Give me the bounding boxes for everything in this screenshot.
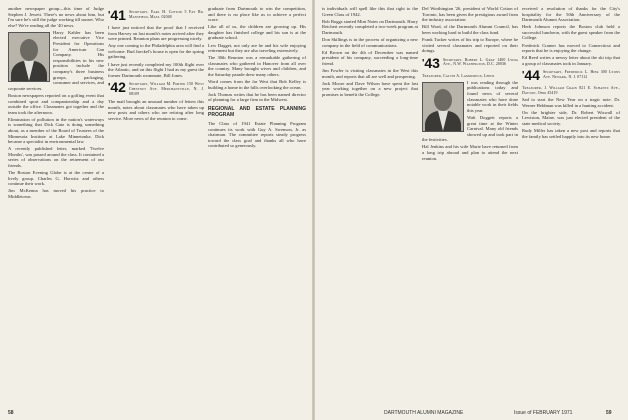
right-column-3 xyxy=(522,6,620,406)
paragraph: Walt Doggett reports a great time at the Winter Carnival. Many old friends showed up and took part in the festivities. xyxy=(422,114,518,143)
paragraph: I have just recently completed my 100th flight over the Atlantic, and on this flight I had as my guest the former Dartmouth roommate, Bill Jones. xyxy=(108,61,204,78)
paragraph: Sad to start the New Year on a tragic note. Dr. Werner Heldman was killed in a hunting accident. xyxy=(522,97,620,108)
paragraph: received a resolution of thanks for the City's hospitality for the 50th Anniversary of the Dartmouth Alumni Association. xyxy=(522,6,620,23)
portrait-photo xyxy=(422,82,464,132)
class-header-41: '41 Secretary, Earl H. Cotton 5 Fay Rd. Mansfield, Mass. 02048 xyxy=(108,7,204,23)
paragraph: The mail brought an unusual number of letters this month, notes about classmates who have taken up new posts and others who are retiring after long service. More news of the reunion to come. xyxy=(108,99,204,121)
paragraph: Any one coming to the Philadelphia area will find a welcome. Bud Jaeckel's house is open for the spring gathering. xyxy=(108,43,204,60)
paragraph: Herb Johnson reports the Boston club held a successful luncheon, with the guest speaker from the College. xyxy=(522,24,620,41)
paragraph: graduate from Dartmouth to win the competition, and there is no place like us to achieve a perfect score. xyxy=(208,6,306,23)
paragraph: Ed Reed writes a newsy letter about the ski trip that a group of classmates took in January. xyxy=(522,55,620,66)
paragraph: Like all of us, the children are growing up. His daughter has finished college and his son is at the graduate school. xyxy=(208,24,306,41)
section-banner: REGIONAL AND ESTATE PLANNING PROGRAM xyxy=(208,106,306,118)
portrait-photo xyxy=(8,32,50,82)
paragraph: I was reading through the publications today and found news of several classmates who have done notable work in their fields this year. xyxy=(467,79,518,113)
paragraph: The Boston Evening Globe is at the center of a lively group. Charles G. Horwitz and others continue their work. xyxy=(8,170,104,187)
right-column-2 xyxy=(422,6,518,406)
class-header-43: '43 Secretary, Robert L. Gray 1400 Lydia Ave., N.W. Washington, D.C. 20036 xyxy=(422,54,518,71)
magazine-name: DARTMOUTH ALUMNI MAGAZINE xyxy=(384,410,464,416)
right-page xyxy=(314,0,628,420)
paragraph: Frank Tucker writes of his trip to Europe, where he visited several classmates and reported on their doings. xyxy=(422,36,518,54)
paragraph: Del Worthington '26, president of World Cotton of Toronto, has been given the prestigious award from the industry association. xyxy=(422,6,518,23)
paragraph: Jim McKenna has moved his practice to Middletown. xyxy=(8,188,104,199)
left-column-2 xyxy=(108,6,204,406)
paragraph: Word comes from the far West that Bob Kelley is building a home in the hills overlooking the ocean. xyxy=(208,79,306,90)
paragraph: Jack Thomas writes that he has been named director of planning for a large firm in the Midwest. xyxy=(208,91,306,103)
paragraph: Lew Dagget, not only are he and his wife enjoying retirement but they are also traveling extensively. xyxy=(208,42,306,54)
right-column-1 xyxy=(322,6,418,406)
class-secretary: Secretary, Robert L. Gray 1400 Lydia Ave., N.W. Washington, D.C. 20036 xyxy=(442,57,518,67)
class-header-42: '42 Secretary, William M. Porter 150 West Chestnut Ave. Merchantville, N. J. 08109 xyxy=(108,79,204,96)
page-number-right: 59 xyxy=(606,410,612,416)
paragraph: A recently published letter, marked 'Twelve Months', was passed around the class. It contained a series of observations on the retirement of our friends. xyxy=(8,146,104,169)
paragraph: Jack Moore and Dave Wilson have spent the last year working together on a new project that promises to benefit the College. xyxy=(322,80,418,97)
paragraph: On the brighter side, Dr. Robert Wiswall of Lewiston, Maine, was just elected president of the state medical society. xyxy=(522,109,620,126)
paragraph: Don Skillings is in the process of organizing a new company in the field of communications. xyxy=(322,36,418,48)
paragraph: Bill Ward, of the Dartmouth Alumni Council, has been working hard to build the class fund. xyxy=(422,24,518,35)
paragraph: Harry Kahler has been elected executive Vice President for Operations for American Can Company. His responsibilities in his new position include the company's three business groups, packaging, consumer and services, and corporate services. xyxy=(8,29,104,91)
class-secretary: Secretary, Frederick L. Hier 300 Lyons Ave. Newark, N. J. 07112 xyxy=(542,70,620,80)
paragraph: I have just noticed that the proof that I received from Harvey on last month's notes arrived after they were printed. Reunion plans are progressing nicely. xyxy=(108,25,204,42)
left-column-1 xyxy=(8,6,104,406)
paragraph: is individuals will spell like this that right to the Green Class of 1942. xyxy=(322,6,418,17)
paragraph: Rudy Miller has taken a new post and reports that the family has settled happily into its new home. xyxy=(522,128,620,139)
left-column-3 xyxy=(208,6,306,406)
page-number-left: 58 xyxy=(8,410,14,416)
class-secretary: Secretary, Earl H. Cotton 5 Fay Rd. Mansfield, Mass. 02048 xyxy=(128,10,204,19)
paragraph: Jim Fowler is visiting classmates in the West this month, and reports that all are well and prospering. xyxy=(322,67,418,79)
paragraph: The Class of 1941 Estate Planning Program continues its work with Guy A. Swenson, Jr. as chairman. The committee reports steady progress toward the class goal and thanks all who have contributed so generously. xyxy=(208,121,306,149)
class-header-44: '44 Secretary, Frederick L. Hier 300 Lyons Ave. Newark, N. J. 07112 xyxy=(522,67,620,84)
paragraph: another newspaper group—this time of Judge Stephen J. Jewett. There's no news about him, but I'm sure he's still the judge working till sunset. Who else? We're reading all the '40 news. xyxy=(8,6,104,28)
paragraph: Boston newspapers reported on a golfing event that combined sport and companionship and a day outside the office. Classmates got together and the team took the afternoon. xyxy=(8,92,104,115)
paragraph: Bob Boggs started Mint Notes on Dartmouth. Harry Reichert recently completed a two-week program at Dartmouth. xyxy=(322,18,418,35)
paragraph: The 30th Reunion was a remarkable gathering of classmates who gathered in Hanover from all over the country. Many brought wives and children, and the Saturday parade drew many others. xyxy=(208,55,306,78)
paragraph: Hal Jenkins and his wife Marie have returned from a long trip abroad and plan to attend the next reunion. xyxy=(422,144,518,161)
issue-date: Issue of FEBRUARY 1971 xyxy=(514,410,573,416)
paragraph: Frederick Cramer has moved to Connecticut and reports that he is enjoying the change. xyxy=(522,42,620,54)
class-treasurer: Treasurer, J. William Crain 821 E. Schantz Ave., Dayton, Ohio 45419 xyxy=(522,86,620,96)
class-treasurer: Treasurer, Calvin A. Lamoureux, Leeds xyxy=(422,73,495,78)
paragraph: Elimination of pollution in the nation's waterways is something that Dick Gatz is doing something about, as a member of the Board of Trustees of the Minnesota Institute at Lake Minnetonka. Dick became a specialist in environmental law. xyxy=(8,116,104,145)
class-secretary: Secretary, William M. Porter 150 West Chestnut Ave. Merchantville, N. J. 08109 xyxy=(128,82,204,96)
paragraph: Ed Brown on the 4th of December was named president of his company, succeeding a long-time friend. xyxy=(322,49,418,66)
